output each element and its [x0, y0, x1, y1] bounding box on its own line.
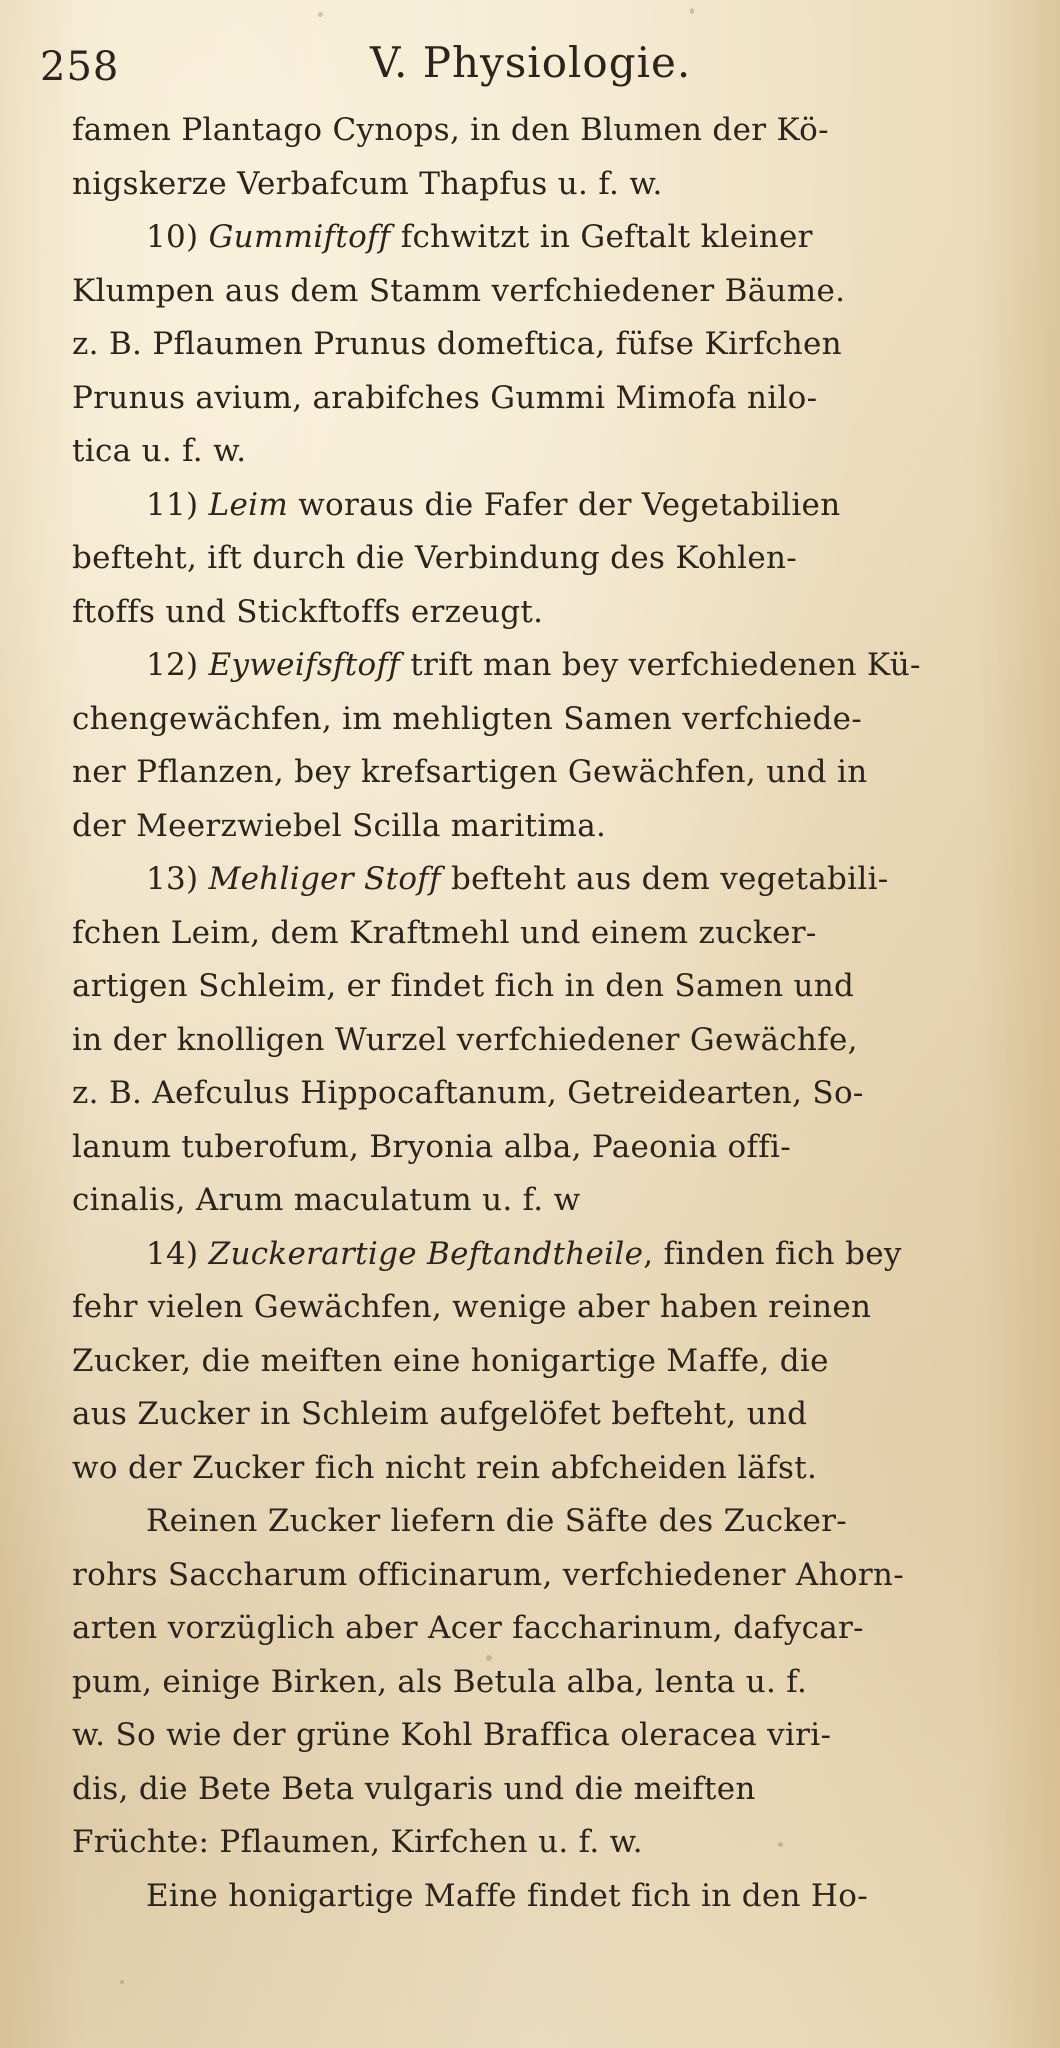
text-line: [72, 104, 1022, 158]
text-line: [72, 853, 1022, 907]
text-line: [72, 960, 1022, 1014]
paper-stain: [120, 1980, 124, 1984]
line-text: fehr vielen Gewächfen, wenige aber haben reinen: [72, 1289, 872, 1325]
text-line: [72, 1549, 1022, 1603]
text-line: [72, 265, 1022, 319]
line-text: artigen Schleim, er findet fich in den Samen und: [72, 968, 855, 1004]
text-line: [72, 1656, 1022, 1710]
text-line: [72, 1067, 1022, 1121]
line-text: ftoffs und Stickftoffs erzeugt.: [72, 593, 544, 630]
line-text: tica u. f. w.: [72, 433, 247, 469]
text-line: [72, 1228, 1022, 1282]
text-line: [72, 639, 1022, 693]
line-text: cinalis, Arum maculatum u. f. w: [72, 1182, 581, 1218]
line-text: der Meerzwiebel Scilla maritima.: [72, 807, 607, 844]
text-line: [72, 800, 1022, 854]
text-line: [72, 211, 1022, 265]
line-text: befteht, ift durch die Verbindung des Kohlen-: [72, 540, 798, 576]
text-line: [72, 746, 1022, 800]
line-text: ner Pflanzen, bey krefsartigen Gewächfen, und in: [72, 754, 868, 790]
text-line: [72, 318, 1022, 372]
line-text: dis, die Bete Beta vulgaris und die meiften: [72, 1770, 756, 1807]
line-text: wo der Zucker fich nicht rein abfcheiden läfst.: [72, 1449, 818, 1486]
text-line: [72, 532, 1022, 586]
text-line: [72, 479, 1022, 533]
line-text: chengewächfen, im mehligten Samen verfchiede-: [72, 700, 863, 737]
line-text: trift man bey verfchiedenen Kü-: [400, 647, 921, 683]
text-line: [72, 158, 1022, 212]
line-text: pum, einige Birken, als Betula alba, lenta u. f.: [72, 1663, 808, 1700]
line-text: Prunus avium, arabifches Gummi Mimofa nilo-: [72, 379, 818, 416]
text-line: [72, 1870, 1022, 1924]
section-term: Eyweifsftoff: [208, 647, 401, 683]
section-number: 11): [146, 486, 199, 523]
text-line: [72, 1602, 1022, 1656]
line-text: , finden fich bey: [643, 1235, 902, 1272]
line-text: w. So wie der grüne Kohl Braffica oleracea viri-: [72, 1717, 832, 1753]
section-term: Gummiftoff: [208, 219, 391, 255]
line-text: Klumpen aus dem Stamm verfchiedener Bäume.: [72, 272, 846, 309]
paper-stain: [318, 12, 323, 17]
line-text: Früchte: Pflaumen, Kirfchen u. f. w.: [72, 1824, 643, 1860]
text-line: [72, 1335, 1022, 1389]
line-text: nigskerze Verbafcum Thapfus u. f. w.: [72, 165, 663, 202]
text-line: [72, 1014, 1022, 1068]
page-header: [40, 24, 1020, 104]
line-text: z. B. Pflaumen Prunus domeftica, füfse Kirfchen: [72, 326, 842, 362]
text-line: [72, 1121, 1022, 1175]
section-term: Zuckerartige Beftandtheile: [208, 1235, 644, 1272]
line-text: Zucker, die meiften eine honigartige Maffe, die: [72, 1342, 829, 1379]
line-text: arten vorzüglich aber Acer faccharinum, dafycar-: [72, 1610, 864, 1646]
line-text: aus Zucker in Schleim aufgelöfet befteht, und: [72, 1396, 808, 1432]
text-line: [72, 1174, 1022, 1228]
line-text: fchwitzt in Geftalt kleiner: [390, 219, 813, 255]
text-line: [72, 372, 1022, 426]
line-text: lanum tuberofum, Bryonia alba, Paeonia offi-: [72, 1128, 792, 1165]
section-number: 10): [146, 219, 199, 255]
body-text: [72, 104, 1022, 1923]
line-text: famen Plantago Cynops, in den Blumen der Kö-: [72, 112, 829, 148]
text-line: [72, 586, 1022, 640]
line-text: fchen Leim, dem Kraftmehl und einem zucker-: [72, 914, 817, 951]
section-number: 13): [146, 861, 199, 897]
text-line: [72, 1495, 1022, 1549]
paper-stain: [690, 8, 694, 14]
text-line: [72, 1281, 1022, 1335]
section-term: Leim: [208, 486, 289, 523]
text-line: [72, 1763, 1022, 1817]
text-line: [72, 1816, 1022, 1870]
line-text: in der knolligen Wurzel verfchiedener Gewächfe,: [72, 1021, 858, 1058]
section-number: 14): [146, 1235, 199, 1272]
running-head: V. Physiologie.: [370, 38, 692, 87]
page-number: 258: [40, 44, 120, 90]
text-line: [72, 693, 1022, 747]
text-line: [72, 907, 1022, 961]
line-text: befteht aus dem vegetabili-: [440, 861, 889, 897]
text-line: [72, 1388, 1022, 1442]
line-text: Reinen Zucker liefern die Säfte des Zucker-: [146, 1503, 847, 1539]
line-text: woraus die Fafer der Vegetabilien: [288, 486, 841, 523]
section-term: Mehliger Stoff: [208, 861, 441, 897]
line-text: rohrs Saccharum officinarum, verfchiedener Ahorn-: [72, 1556, 904, 1593]
text-line: [72, 1442, 1022, 1496]
section-number: 12): [146, 647, 199, 683]
text-line: [72, 425, 1022, 479]
line-text: Eine honigartige Maffe findet fich in den Ho-: [146, 1877, 868, 1914]
line-text: z. B. Aefculus Hippocaftanum, Getreidearten, So-: [72, 1075, 864, 1111]
text-line: [72, 1709, 1022, 1763]
